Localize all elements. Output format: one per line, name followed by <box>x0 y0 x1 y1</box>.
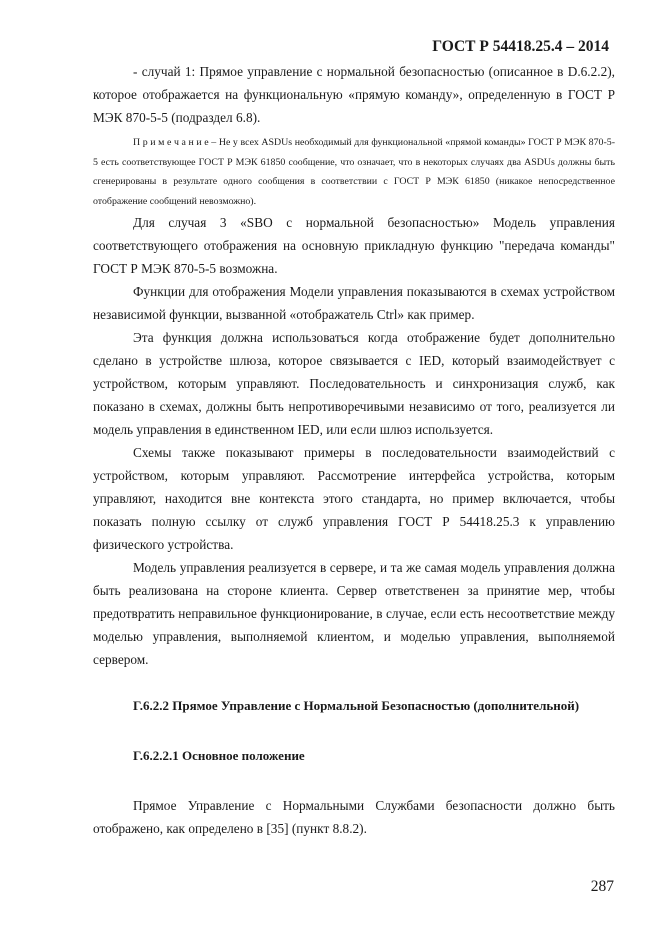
page-number: 287 <box>590 878 614 895</box>
paragraph-case-3: Для случая 3 «SBO с нормальной безопасностью» Модель управления соответствующего отображения на основную прикладную функцию "передача команды" ГОСТ Р МЭК 870-5-5 возможна. <box>93 215 615 276</box>
paragraph-gateway: Эта функция должна использоваться когда отображение будет дополнительно сделано в устройстве шлюза, которое связывается с IED, который взаимодействует с устройством, которым управляют. Последовательность и синхронизация служб, как показано в схемах, должны быть непротиворечивыми независимо от того, реализуется ли модель управления в единственном IED, или если шлюз используется. <box>93 330 615 437</box>
document-body <box>93 60 615 840</box>
document-code-header: ГОСТ Р 54418.25.4 – 2014 <box>432 38 609 55</box>
paragraph-diagrams: Схемы также показывают примеры в последовательности взаимодействий с устройством, которым управляют. Рассмотрение интерфейса устройства, которым управляют, находится вне контекста этого стандарта, но пример включается, чтобы показать полную ссылку от служб управления ГОСТ Р 54418.25.3 к управлению физического устройства. <box>93 445 615 552</box>
note-paragraph: П р и м е ч а н и е – Не у всех ASDUs необходимый для функциональной «прямой команды» ГОСТ Р МЭК 870-5-5 есть соответствующее ГОСТ Р МЭК 61850 сообщение, что означает, что в некоторых случаях два ASDUs должны быть сгенерированы в результате одного сообщения в соответствии с ГОСТ Р МЭК 61850 (никакое непосредственное отображение сообщений невозможно). <box>93 137 615 207</box>
paragraph-control-model: Модель управления реализуется в сервере, и та же самая модель управления должна быть реализована на стороне клиента. Сервер ответственен за принятие мер, чтобы предотвратить неправильное функционирование, в случае, если есть несоответствие между моделью управления, выполняемой клиентом, и моделью управления, выполняемой сервером. <box>93 560 615 667</box>
paragraph-mapping-functions: Функции для отображения Модели управления показываются в схемах устройством независимой функции, вызванной «отображатель Ctrl» как пример. <box>93 284 615 322</box>
paragraph-case-1: - случай 1: Прямое управление с нормальной безопасностью (описанное в D.6.2.2), которое отображается на функциональную «прямую команду», определенную в ГОСТ Р МЭК 870-5-5 (подраздел 6.8). <box>93 64 615 125</box>
paragraph-direct-control: Прямое Управление с Нормальными Службами безопасности должно быть отображено, как определено в [35] (пункт 8.8.2). <box>93 798 615 836</box>
section-heading: Г.6.2.2 Прямое Управление с Нормальной Безопасностью (дополнительной) <box>133 698 580 713</box>
subsection-heading: Г.6.2.2.1 Основное положение <box>133 748 305 763</box>
